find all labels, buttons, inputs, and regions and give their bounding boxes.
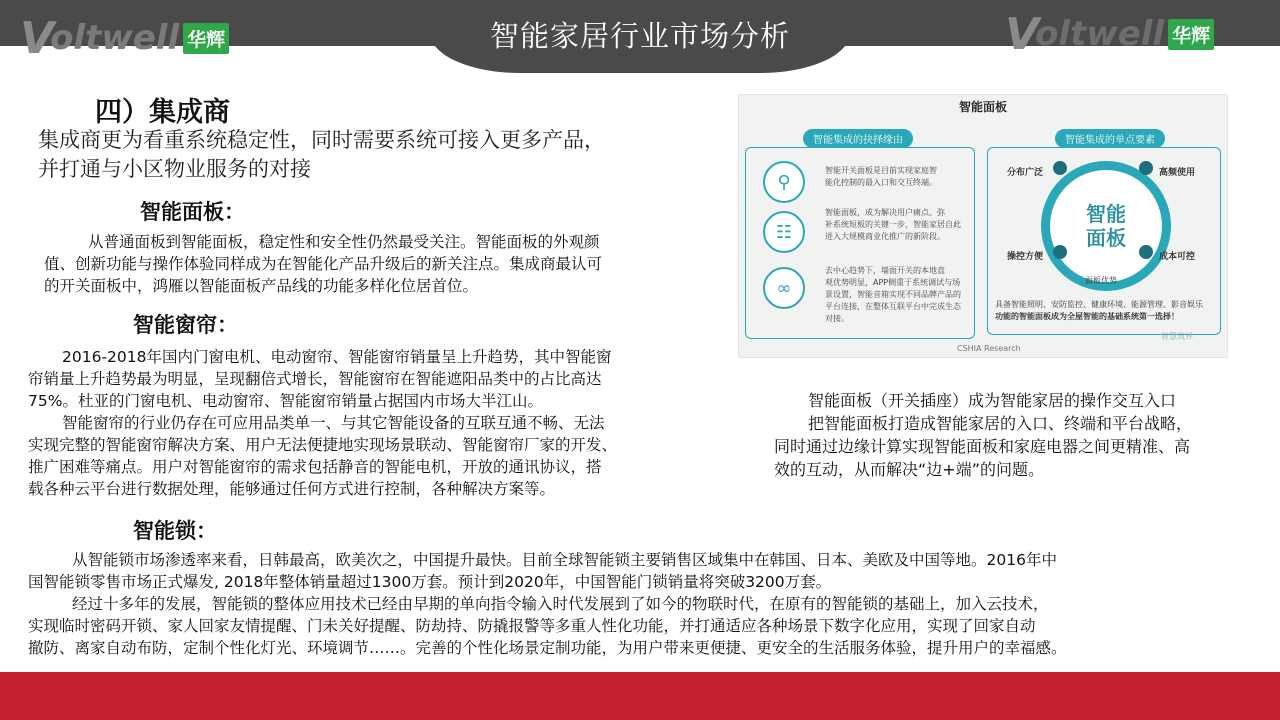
elements-pill: 智能集成的单点要素 bbox=[1055, 129, 1165, 148]
infographic-bottom-note: 具备智能照明、安防监控、健康环境、能源管理、影音娱乐 功能的智能面板成为全屋智能的基础系统第一选择！ bbox=[995, 300, 1203, 321]
ring-label-tl: 分布广泛 bbox=[1007, 168, 1044, 178]
ring-label-tr: 高频使用 bbox=[1159, 168, 1196, 178]
wifi-panel-icon: ☷ bbox=[763, 211, 805, 253]
reason-item-3: 去中心趋势下，墙面开关的本地直 观优势明显，APP侧重于系统调试与场 景设置，智能音箱实现不同品牌产品的 平台连接，在整体互联平台中完成生态 对接。 bbox=[825, 266, 961, 323]
smart-panel-paragraph: 从普通面板到智能面板，稳定性和安全性仍然最受关注。智能面板的外观颜 值、创新功能与操作体验同样成为在智能化产品升级后的新关注点。集成商最认可 的开关面板中，鸿雁以智能面板产品线的功能多样化位居首位。 bbox=[44, 233, 603, 295]
center-ring: 智能面板 bbox=[1041, 161, 1171, 291]
smart-panel-infographic bbox=[738, 94, 1228, 358]
smart-lock-heading: 智能锁： bbox=[133, 519, 217, 543]
infographic-caption: 智能面板（开关插座）成为智能家居的操作交互入口 bbox=[808, 391, 1177, 410]
network-icon: ∞ bbox=[763, 267, 805, 309]
clock-icon bbox=[1139, 161, 1153, 175]
ring-label-bl: 操控方便 bbox=[1007, 252, 1044, 262]
search-icon: ⚲ bbox=[763, 161, 805, 203]
source-label: CSHIA Research bbox=[957, 344, 1021, 353]
smart-panel-heading: 智能面板： bbox=[140, 200, 245, 224]
section-intro: 集成商更为看重系统稳定性，同时需要系统可接入更多产品， 并打通与小区物业服务的对接 bbox=[38, 128, 605, 181]
footer-bar bbox=[0, 672, 1280, 720]
ring-label-br: 成本可控 bbox=[1159, 252, 1196, 262]
coin-icon bbox=[1139, 245, 1153, 259]
reason-item-1: 智能开关面板是目前实现家庭智 能化控制的最入口和交互终端。 bbox=[825, 166, 937, 187]
smart-curtain-heading: 智能窗帘： bbox=[133, 313, 238, 337]
smart-lock-paragraph: 从智能锁市场渗透率来看，日韩最高，欧美次之，中国提升最快。目前全球智能锁主要销售区域集中在韩国、日本、美欧及中国等地。2016年中 国智能锁零售市场正式爆发, 2018年整体销量超过1300万套。预计到2020年，中国智能门锁销量将突破3200万套。 经过十多年的发展，智能锁的整体应用技术已经由早期的单向指令输入时代发展到了如今的物联时代，在原有的智能锁的基础上，加入云技术， 实现临时密码开锁、家人回家友情提醒、门未关好提醒、防劫持、防撬报警等多重人性化功能，并打通适应各种场景下数字化应用，实现了回家自动 撤防、离家自动布防，定制个性化灯光、环境调节……。完善的个性化场景定制功能，为用户带来更便捷、更安全的生活服务体验，提升用户的幸福感。 bbox=[28, 551, 1067, 657]
caption-paragraph: 把智能面板打造成智能家居的入口、终端和平台战略， 同时通过边缘计算实现智能面板和家庭电器之间更精准、高 效的互动，从而解决“边+端”的问题。 bbox=[774, 414, 1193, 479]
company-logo-right: V oltwell 华辉 bbox=[1005, 6, 1214, 62]
ring-caption: 面板优势 bbox=[1085, 276, 1117, 285]
reason-item-2: 智能面板，成为解决用户痛点、弥 补系统短板的关键一步，智能家居自此 进入大规模商业化推广的新阶段。 bbox=[825, 208, 961, 241]
smart-curtain-paragraph: 2016-2018年国内门窗电机、电动窗帘、智能窗帘销量呈上升趋势，其中智能窗 帘销量上升趋势最为明显，呈现翻倍式增长，智能窗帘在智能遮阳品类中的占比高达 75%。杜亚的门窗电机、电动窗帘、智能窗帘销量占据国内市场大半江山。 智能窗帘的行业仍存在可应用品类单一、与其它智能设备的互联互通不畅、无法 实现完整的智能窗帘解决方案、用户无法便捷地实现场景联动、智能窗帘厂家的开发、 推广困难等痛点。用户对智能窗帘的需求包括静音的智能电机，开放的通讯协议，搭 载各种云平台进行数据处理，能够通过任何方式进行控制，各种解决方案等。 bbox=[28, 348, 618, 498]
infographic-title: 智能面板 bbox=[958, 100, 1007, 114]
reasons-pill: 智能集成的抉择缘由 bbox=[803, 129, 913, 148]
page-title: 智能家居行业市场分析 bbox=[489, 19, 790, 53]
section-heading: 四）集成商 bbox=[95, 97, 230, 128]
company-logo-left: V oltwell 华辉 bbox=[20, 10, 229, 66]
hand-icon bbox=[1053, 245, 1067, 259]
watermark: 智慧筑界 bbox=[1161, 332, 1193, 341]
lock-icon bbox=[1053, 161, 1067, 175]
